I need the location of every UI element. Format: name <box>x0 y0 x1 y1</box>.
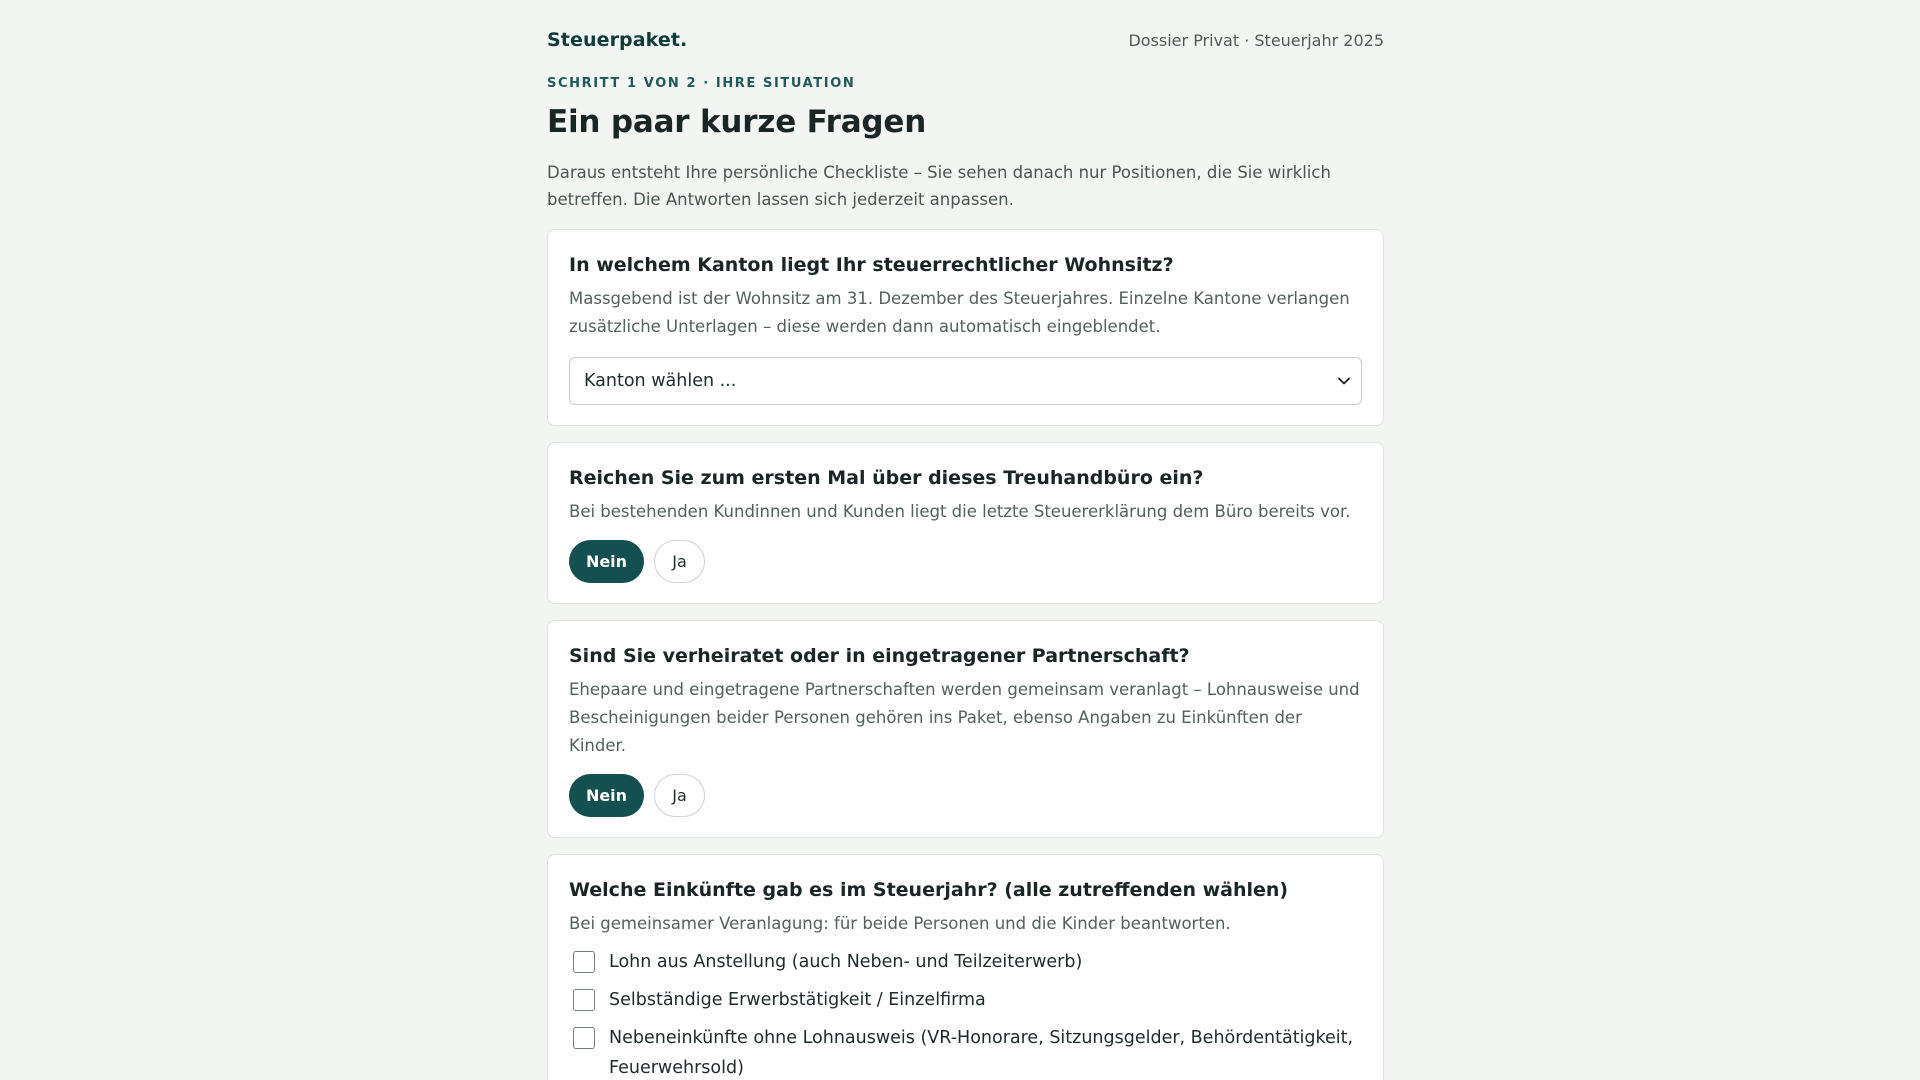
question-help: Bei gemeinsamer Veranlagung: für beide Personen und die Kinder beantworten. <box>569 914 1231 933</box>
chevron-down-icon <box>1337 374 1351 388</box>
step-indicator: SCHRITT 1 VON 2 · IHRE SITUATION <box>547 76 856 91</box>
income-option-side-income[interactable] <box>569 1026 1362 1080</box>
checkbox-label: Nebeneinkünfte ohne Lohnausweis (VR-Honorare, Sitzungsgelder, Behördentätigkeit, Feuerwehrsold) <box>609 1028 1354 1078</box>
first-time-no-button[interactable]: Nein <box>569 540 644 583</box>
page-title: Ein paar kurze Fragen <box>547 104 927 140</box>
income-options <box>569 950 1362 1080</box>
income-option-employment[interactable] <box>569 950 1362 977</box>
question-married-card <box>547 620 1384 838</box>
question-title: Reichen Sie zum ersten Mal über dieses Treuhandbüro ein? <box>569 467 1204 489</box>
first-time-yes-button[interactable]: Ja <box>654 540 705 583</box>
checkbox-label: Lohn aus Anstellung (auch Neben- und Teilzeiterwerb) <box>609 952 1083 972</box>
checkbox[interactable] <box>573 1027 595 1049</box>
first-time-toggle <box>569 540 1362 583</box>
question-title: In welchem Kanton liegt Ihr steuerrechtlicher Wohnsitz? <box>569 254 1174 276</box>
married-toggle <box>569 774 1362 817</box>
question-canton-card <box>547 229 1384 426</box>
brand-logo[interactable]: Steuerpaket. <box>547 29 688 51</box>
canton-select-value: Kanton wählen ... <box>584 371 737 391</box>
question-first-time-card <box>547 442 1384 604</box>
income-option-self-employed[interactable] <box>569 988 1362 1015</box>
question-help: Bei bestehenden Kundinnen und Kunden liegt die letzte Steuererklärung dem Büro bereits vor. <box>569 502 1351 521</box>
page <box>547 0 1384 1080</box>
married-yes-button[interactable]: Ja <box>654 774 705 817</box>
checkbox[interactable] <box>573 951 595 973</box>
question-help: Ehepaare und eingetragene Partnerschaften werden gemeinsam veranlagt – Lohnausweise und Bescheinigungen beider Personen gehören ins Paket, ebenso Angaben zu Einkünften der Kinder. <box>569 680 1360 755</box>
canton-select[interactable] <box>569 357 1362 405</box>
question-help: Massgebend ist der Wohnsitz am 31. Dezember des Steuerjahres. Einzelne Kantone verlangen zusätzliche Unterlagen – diese werden dann automatisch eingeblendet. <box>569 289 1350 336</box>
question-income-card <box>547 854 1384 1080</box>
checkbox-label: Selbständige Erwerbstätigkeit / Einzelfirma <box>609 990 986 1010</box>
question-title: Welche Einkünfte gab es im Steuerjahr? (alle zutreffenden wählen) <box>569 879 1289 901</box>
checkbox[interactable] <box>573 989 595 1011</box>
top-bar <box>547 0 1384 52</box>
dossier-info: Dossier Privat · Steuerjahr 2025 <box>1128 30 1384 50</box>
intro-text: Daraus entsteht Ihre persönliche Checkliste – Sie sehen danach nur Positionen, die Sie wirklich betreffen. Die Antworten lassen sich jederzeit anpassen. <box>547 163 1331 209</box>
married-no-button[interactable]: Nein <box>569 774 644 817</box>
question-title: Sind Sie verheiratet oder in eingetragener Partnerschaft? <box>569 645 1190 667</box>
